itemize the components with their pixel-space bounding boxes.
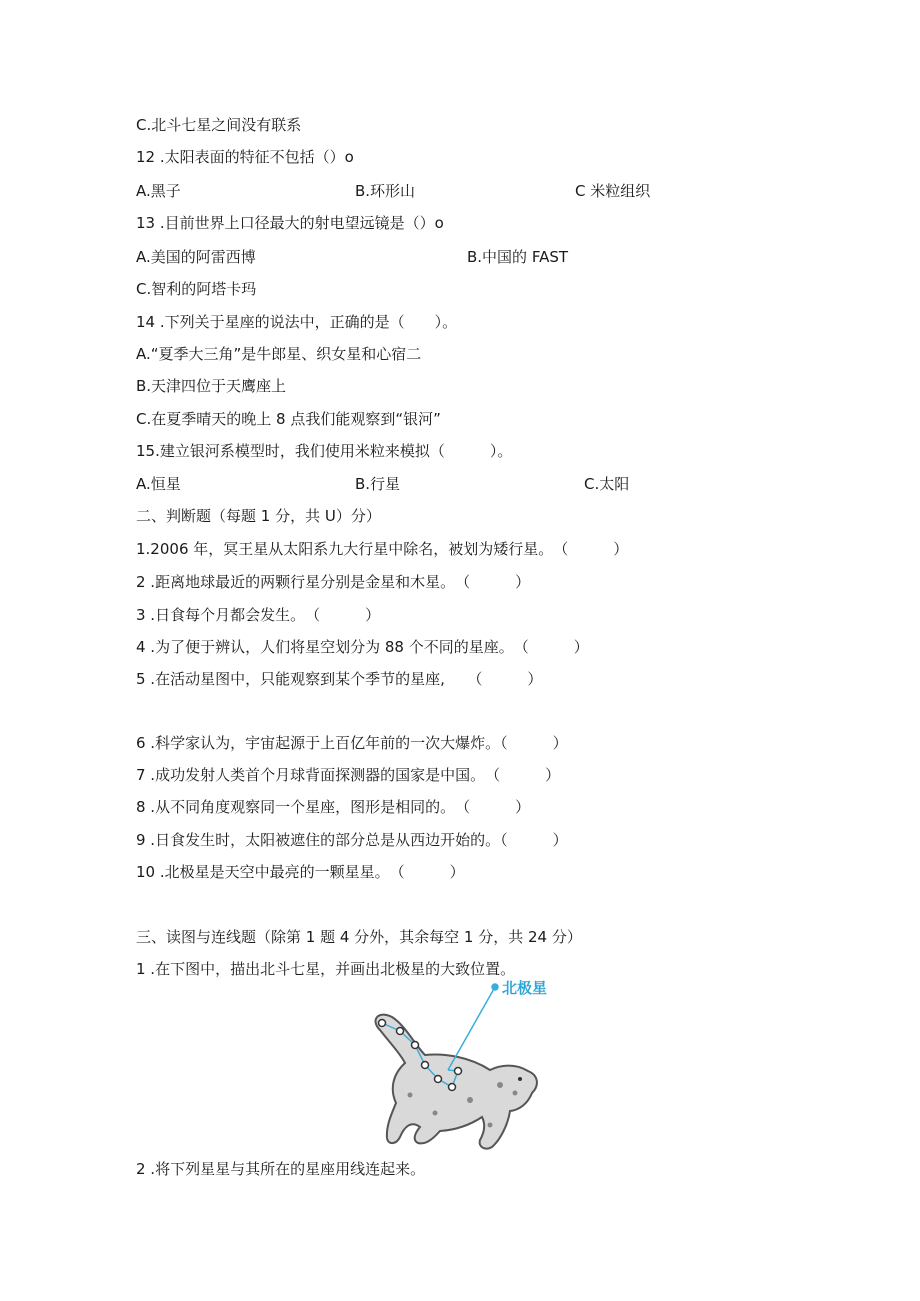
text-line: 1.2006 年，冥王星从太阳系九大行星中除名，被划为矮行星。 （ ） [136,540,629,558]
text-line: 6 .科学家认为，宇宙起源于上百亿年前的一次大爆炸。（ ） [136,734,568,752]
text-line: 7 .成功发射人类首个月球背面探测器的国家是中国。 （ ） [136,766,561,784]
text-line: A.恒星 [136,475,181,493]
text-line: B.环形山 [355,182,416,200]
text-line: 12 .太阳表面的特征不包括（）o [136,148,354,166]
text-line: 二、判断题（每题 1 分，共 U）分） [136,507,381,525]
text-line: 5 .在活动星图中，只能观察到某个季节的星座, （ ） [136,670,543,688]
text-line: 2 .将下列星星与其所在的星座用线连起来。 [136,1160,426,1178]
ursa-major-illustration [360,975,560,1160]
text-line: C.北斗七星之间没有联系 [136,116,302,134]
text-line: A.“夏季大三角”是牛郎星、织女星和心宿二 [136,345,422,363]
text-line: C.太阳 [584,475,630,493]
text-line: B.中国的 FAST [467,248,569,266]
text-line: 9 .日食发生时，太阳被遮住的部分总是从西边开始的。（ ） [136,831,568,849]
text-line: 三、读图与连线题（除第 1 题 4 分外，其余每空 1 分，共 24 分） [136,928,582,946]
pointer-line [448,987,495,1070]
text-line: 13 .目前世界上口径最大的射电望远镜是（）o [136,214,444,232]
text-line: B.天津四位于天鹰座上 [136,377,287,395]
text-line: C.智利的阿塔卡玛 [136,280,257,298]
text-line: 8 .从不同角度观察同一个星座，图形是相同的。 （ ） [136,798,531,816]
text-line: C 米粒组织 [575,182,651,200]
text-line: A.黑子 [136,182,181,200]
text-line: 10 .北极星是天空中最亮的一颗星星。 （ ） [136,863,465,881]
text-line: 4 .为了便于辨认，人们将星空划分为 88 个不同的星座。 （ ） [136,638,589,656]
text-line: C.在夏季晴天的晚上 8 点我们能观察到“银河” [136,410,441,428]
text-line: 1 .在下图中，描出北斗七星，并画出北极星的大致位置。 [136,960,516,978]
text-line: A.美国的阿雷西博 [136,248,256,266]
text-line: 15.建立银河系模型时，我们使用米粒来模拟（ ）。 [136,442,513,460]
text-line: B.行星 [355,475,401,493]
text-line: 2 .距离地球最近的两颗行星分别是金星和木星。 （ ） [136,573,531,591]
text-line: 14 .下列关于星座的说法中，正确的是（ ）。 [136,313,458,331]
polaris-label: 北极星 [502,979,548,997]
text-line: 3 .日食每个月都会发生。 （ ） [136,606,381,624]
great-bear-figure [360,975,560,1160]
